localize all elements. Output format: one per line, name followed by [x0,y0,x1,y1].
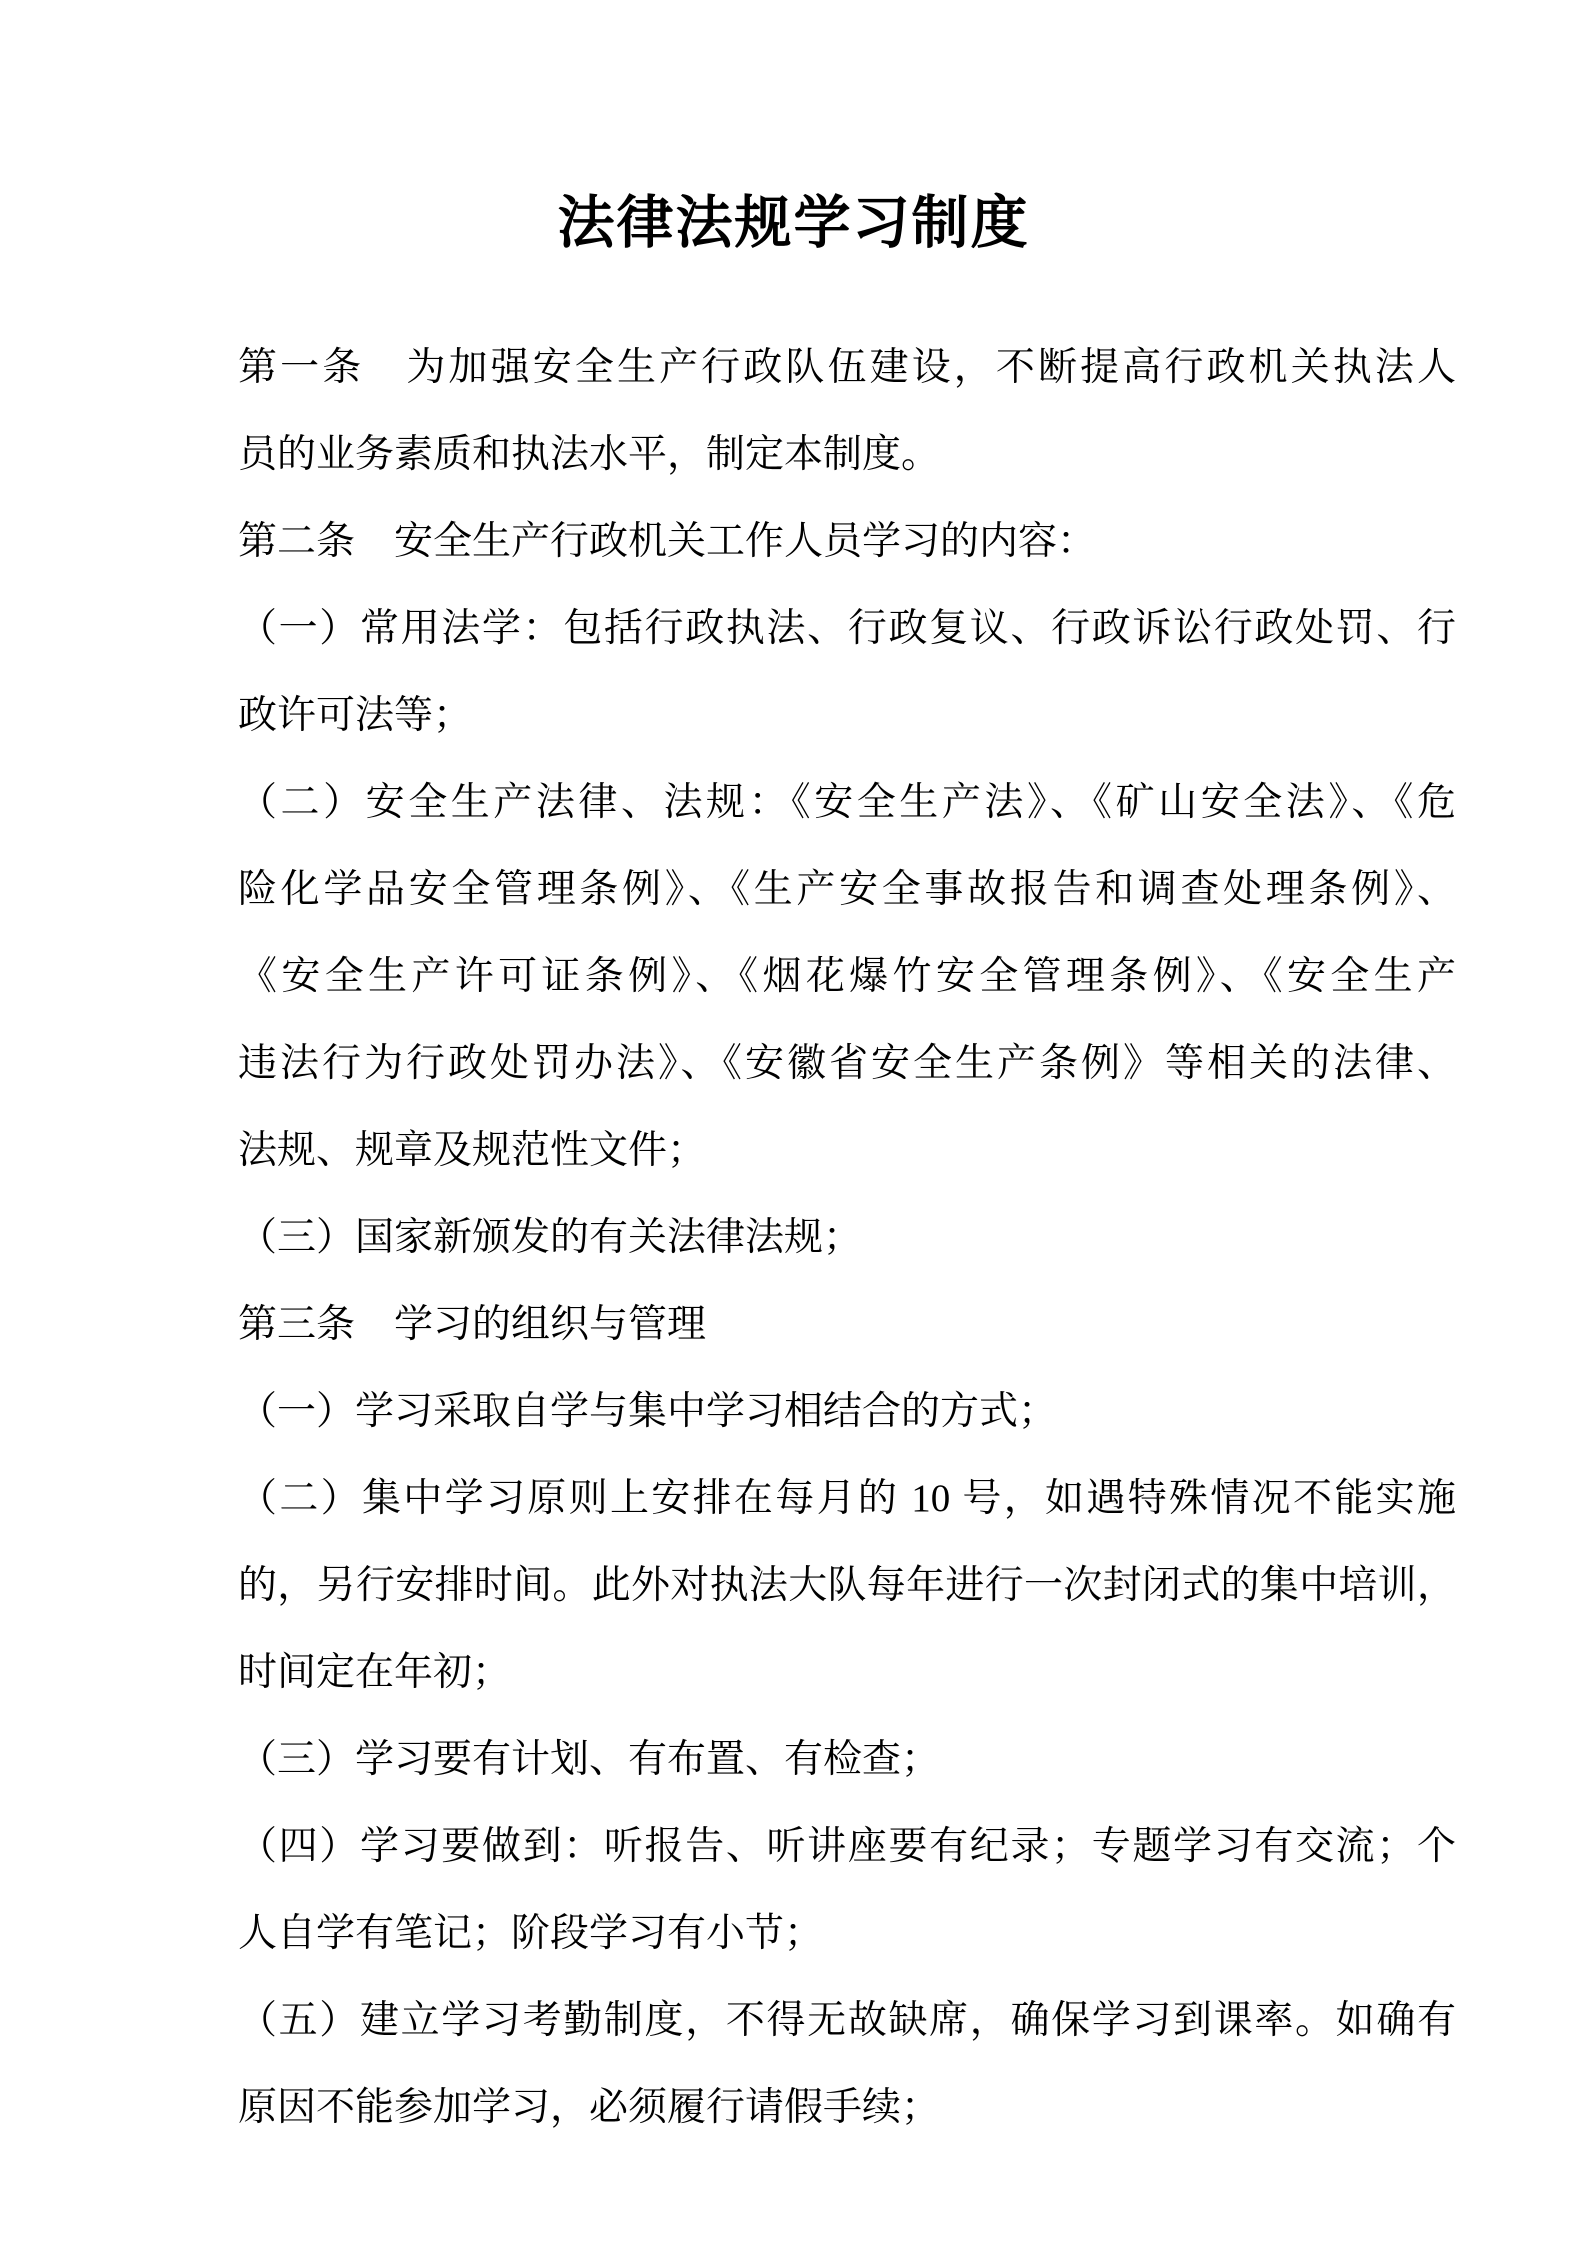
text-line: （二）安全生产法律、法规：《安全生产法》、《矿山安全法》、《危 [238,781,1456,825]
paragraph [238,1194,1456,1281]
text-line: （四）学习要做到：听报告、听讲座要有纪录；专题学习有交流；个 [238,1825,1456,1869]
text-line: 法规、规章及规范性文件； [238,1129,707,1173]
text-line: 第三条 学习的组织与管理 [238,1303,707,1347]
text-line: 人自学有笔记；阶段学习有小节； [238,1912,824,1956]
text-line: 违法行为行政处罚办法》、《安徽省安全生产条例》等相关的法律、 [238,1042,1456,1086]
document-body [238,324,1456,2151]
paragraph [238,1281,1456,1368]
text-line: 原因不能参加学习，必须履行请假手续； [238,2086,941,2130]
document-title: 法律法规学习制度 [557,192,1030,255]
text-line: 员的业务素质和执法水平，制定本制度。 [238,433,941,477]
text-line: 第二条 安全生产行政机关工作人员学习的内容： [238,520,1097,564]
paragraph [238,759,1456,1194]
text-line: （三）国家新颁发的有关法律法规； [238,1216,863,1260]
text-line: （五）建立学习考勤制度，不得无故缺席，确保学习到课率。如确有 [238,1999,1456,2043]
text-line: 时间定在年初； [238,1651,512,1695]
paragraph [238,1977,1456,2151]
text-line: 险化学品安全管理条例》、《生产安全事故报告和调查处理条例》、 [238,868,1456,912]
text-line: （一）学习采取自学与集中学习相结合的方式； [238,1390,1058,1434]
paragraph [238,324,1456,498]
text-line: 的，另行安排时间。此外对执法大队每年进行一次封闭式的集中培训， [238,1564,1456,1608]
paragraph [238,1455,1456,1716]
text-line: 第一条 为加强安全生产行政队伍建设，不断提高行政机关执法人 [238,346,1456,390]
text-line: （二）集中学习原则上安排在每月的 10 号，如遇特殊情况不能实施 [238,1477,1456,1521]
text-line: （三）学习要有计划、有布置、有检查； [238,1738,941,1782]
text-line: 政许可法等； [238,694,473,738]
paragraph [238,498,1456,585]
text-line: 《安全生产许可证条例》、《烟花爆竹安全管理条例》、《安全生产 [238,955,1456,999]
paragraph [238,1368,1456,1455]
paragraph [238,1716,1456,1803]
text-line: （一）常用法学：包括行政执法、行政复议、行政诉讼行政处罚、行 [238,607,1456,651]
paragraph [238,1803,1456,1977]
paragraph [238,585,1456,759]
